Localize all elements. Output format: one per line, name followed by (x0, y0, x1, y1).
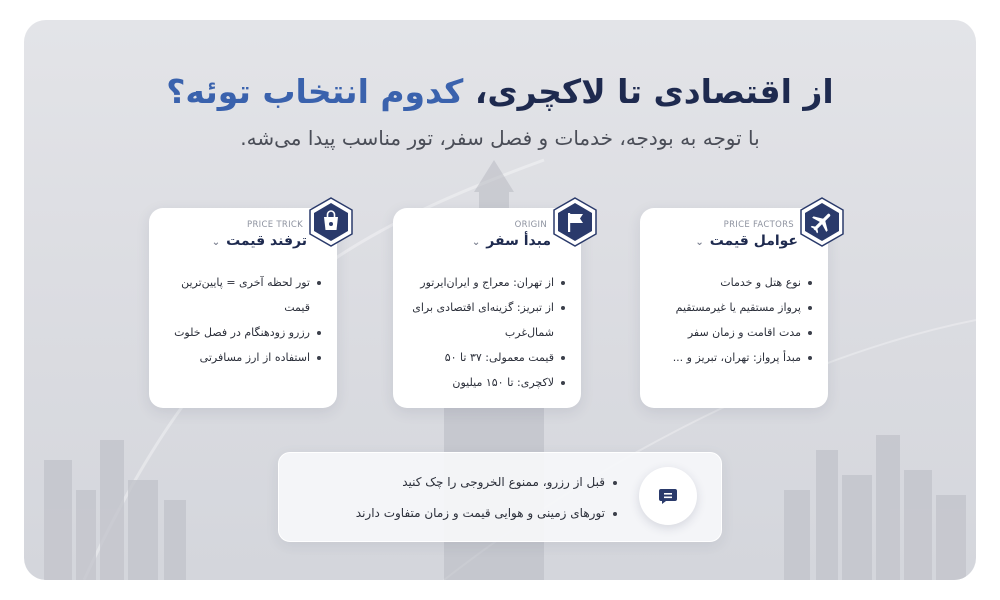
list-item: از تهران: معراج و ایران‌ایرتور (405, 270, 567, 295)
card-origin (393, 208, 581, 408)
note-list (356, 467, 619, 529)
card-list (652, 270, 814, 370)
list-item: قیمت معمولی: ۳۷ تا ۵۰ (405, 345, 567, 370)
card-kicker: ORIGIN (514, 220, 547, 230)
page-subtitle: با توجه به بودجه، خدمات و فصل سفر، تور مناسب پیدا می‌شه. (240, 126, 760, 150)
list-item: نوع هتل و خدمات (652, 270, 814, 295)
card-title-label: مبدأ سفر (486, 233, 551, 249)
list-item: تورهای زمینی و هوایی قیمت و زمان متفاوت دارند (356, 498, 619, 529)
card-price-factors (640, 208, 828, 408)
flag-icon (549, 196, 601, 248)
list-item: رزرو زودهنگام در فصل خلوت (161, 320, 323, 345)
list-item: پرواز مستقیم یا غیرمستقیم (652, 295, 814, 320)
list-item: قبل از رزرو، ممنوع الخروجی را چک کنید (356, 467, 619, 498)
list-item: از تبریز: گزینه‌ای اقتصادی برای شمال‌غرب (405, 295, 567, 345)
card-kicker: PRICE FACTORS (723, 220, 794, 230)
card-kicker: PRICE TRICK (247, 220, 303, 230)
banner (24, 20, 976, 580)
chevron-down-icon: ⌄ (695, 237, 704, 248)
shopping-bag-icon (305, 196, 357, 248)
list-item: مبدأ پرواز: تهران، تبریز و ... (652, 345, 814, 370)
card-price-trick (149, 208, 337, 408)
list-item: لاکچری: تا ۱۵۰ میلیون (405, 370, 567, 395)
list-item: مدت اقامت و زمان سفر (652, 320, 814, 345)
page-title (24, 72, 976, 111)
chevron-down-icon: ⌄ (211, 237, 221, 248)
card-list (161, 270, 323, 370)
card-title[interactable] (695, 233, 798, 249)
message-icon (639, 467, 697, 525)
card-title[interactable] (212, 233, 307, 249)
list-item: تور لحظه آخری = پایین‌ترین قیمت (161, 270, 323, 320)
card-title[interactable] (472, 233, 551, 249)
card-list (405, 270, 567, 395)
airplane-icon (796, 196, 848, 248)
title-part-2: کدوم انتخاب توئه؟ (166, 72, 464, 111)
title-part-1: از اقتصادی تا لاکچری، (474, 72, 834, 111)
card-title-label: عوامل قیمت (709, 233, 798, 249)
chevron-down-icon: ⌄ (471, 237, 481, 248)
list-item: استفاده از ارز مسافرتی (161, 345, 323, 370)
card-title-label: ترفند قیمت (226, 233, 307, 249)
tips-note (278, 452, 722, 542)
